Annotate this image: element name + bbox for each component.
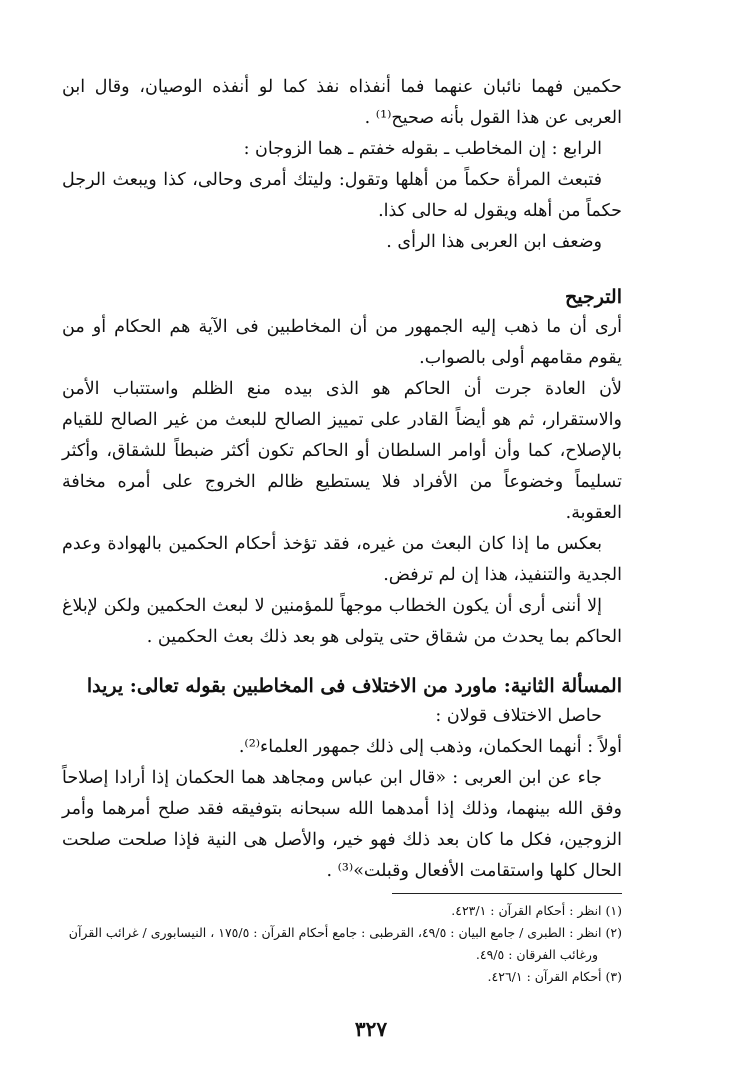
paragraph: جاء عن ابن العربى : «قال ابن عباس ومجاهد هما الحكمان إذا أرادا إصلاحاً وفق الله بينهما، وذلك إذا أمدهما الله سبحانه بتوفيقه فقد صلح أمرهما وأمر الزوجين، فكل ما كان بعد ذلك فهو خير، والأصل هى النية فإذا صلحت صلحت الحال كلها واستقامت الأفعال وقبلت»⁽³⁾ . (62, 768, 622, 881)
footnote: (٣) أحكام القرآن : ٤٢٦/١. (487, 969, 622, 984)
paragraph: لأن العادة جرت أن الحاكم هو الذى بيده منع الظلم واستتباب الأمن والاستقرار، ثم هو أيضاً القادر على تمييز الصالح للبعث من غير الصالح للقيام بالإصلاح، كما وأن أوامر السلطان أو الحاكم تكون أكثر ضبطاً للشقاق، وأكثر تسليماً وخضوعاً من الأفراد فلا يستطيع ظالم الخروج على أمره مخافة العقوبة. (62, 379, 622, 523)
opening-text (62, 72, 622, 258)
paragraph: إلا أننى أرى أن يكون الخطاب موجهاً للمؤمنين لا لبعث الحكمين ولكن لإبلاغ الحاكم بما يحدث من شقاق حتى يتولى هو بعد ذلك بعث الحكمين . (62, 596, 622, 647)
paragraph: الرابع : إن المخاطب ـ بقوله خفتم ـ هما الزوجان : (243, 139, 602, 159)
page-number: ٣٢٧ (354, 1017, 388, 1041)
tarjih-section (62, 282, 622, 653)
section-heading: الترجيح (564, 286, 622, 308)
paragraph: أولاً : أنهما الحكمان، وذهب إلى ذلك جمهور العلماء⁽²⁾. (238, 737, 622, 757)
paragraph: أرى أن ما ذهب إليه الجمهور من أن المخاطبين فى الآية هم الحكام أو من يقوم مقامهم أولى بالصواب. (62, 317, 622, 368)
footnote: (١) انظر : أحكام القرآن : ٤٢٣/١. (451, 903, 622, 918)
paragraph: وضعف ابن العربى هذا الرأى . (386, 232, 602, 252)
paragraph: فتبعث المرأة حكماً من أهلها وتقول: وليتك أمرى وحالى، كذا ويبعث الرجل حكماً من أهله ويقول له حالى كذا. (62, 170, 622, 221)
section-heading: المسألة الثانية: ماورد من الاختلاف فى المخاطبين بقوله تعالى: يريدا (86, 675, 622, 697)
footnotes (62, 900, 622, 988)
footnote-continuation: ورغائب الفرقان : ٤٩/٥. (475, 947, 598, 962)
paragraph: حكمين فهما نائبان عنهما فما أنفذاه نفذ كما لو أنفذه الوصيان، وقال ابن العربى عن هذا القول بأنه صحيح⁽¹⁾ . (62, 77, 622, 128)
paragraph: بعكس ما إذا كان البعث من غيره، فقد تؤخذ أحكام الحكمين بالهوادة وعدم الجدية والتنفيذ، هذا إن لم ترفض. (62, 534, 622, 585)
footnote-divider (392, 893, 622, 894)
paragraph: حاصل الاختلاف قولان : (435, 706, 602, 726)
masala-section (62, 671, 622, 887)
footnote: (٢) انظر : الطبرى / جامع البيان : ٤٩/٥، القرطبى : جامع أحكام القرآن : ١٧٥/٥ ، النيسابورى / غرائب القرآن (68, 925, 622, 940)
